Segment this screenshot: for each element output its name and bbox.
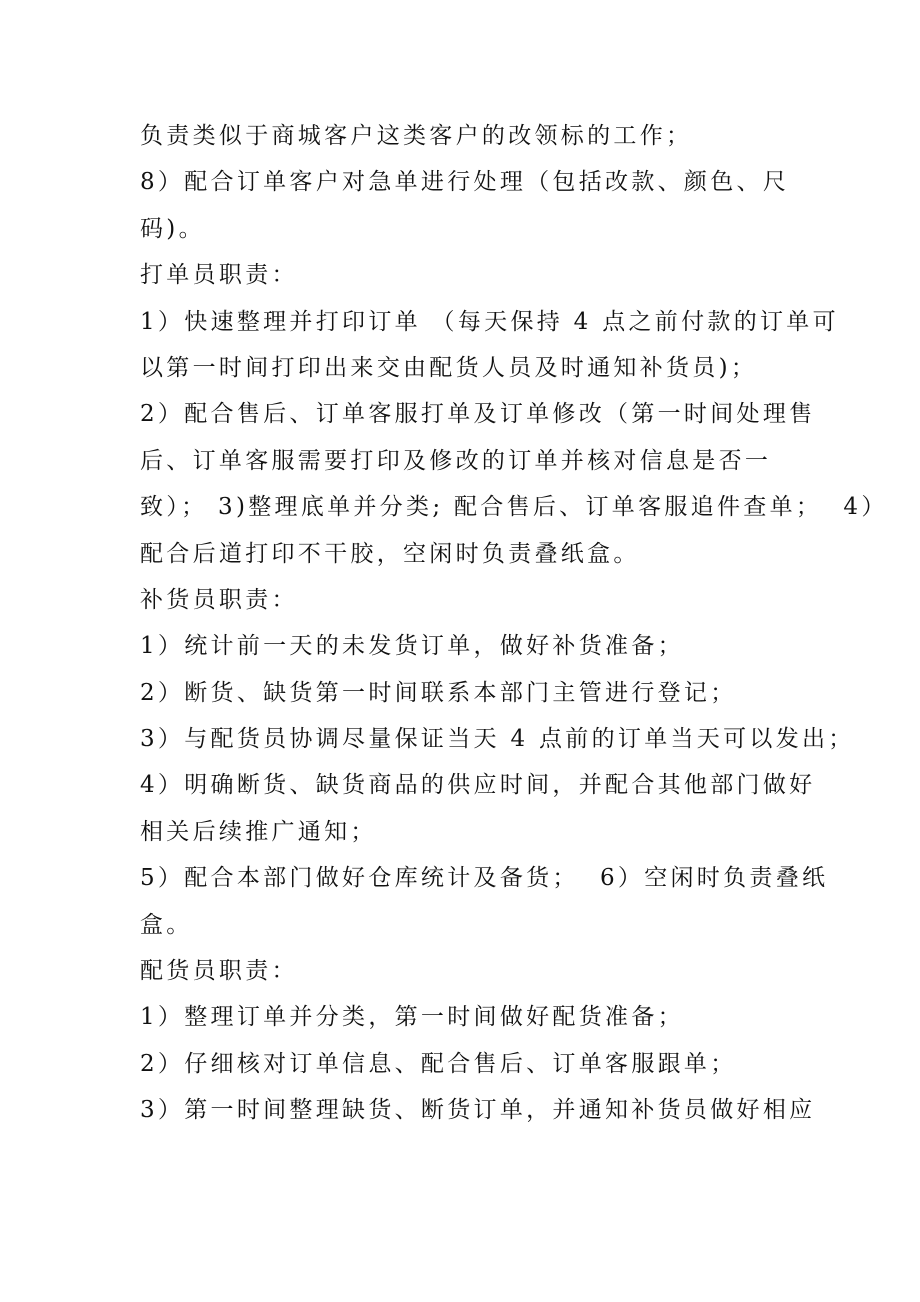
text-line: 盒。 <box>140 911 193 938</box>
text-line: 码)。 <box>140 215 205 242</box>
text-line: 5）配合本部门做好仓库统计及备货； 6）空闲时负责叠纸 <box>140 865 829 892</box>
text-line: 负责类似于商城客户这类客户的改领标的工作； <box>140 123 693 149</box>
text-line: 相关后续推广通知； <box>140 818 377 845</box>
text-line: 配合后道打印不干胶，空闲时负责叠纸盒。 <box>140 540 640 567</box>
section-heading-order-printer: 打单员职责： <box>140 262 298 289</box>
text-line: 1）整理订单并分类，第一时间做好配货准备； <box>140 1004 684 1031</box>
text-line: 2）断货、缺货第一时间联系本部门主管进行登记； <box>140 679 737 706</box>
text-line: 1）统计前一天的未发货订单，做好补货准备； <box>140 633 684 660</box>
section-heading-picker: 配货员职责： <box>140 958 298 985</box>
text-line: 3）与配货员协调尽量保证当天 4 点前的订单当天可以发出； <box>140 726 855 753</box>
text-line: 以第一时间打印出来交由配货人员及时通知补货员)； <box>140 354 758 381</box>
text-line: 1）快速整理并打印订单 （每天保持 4 点之前付款的订单可 <box>140 308 839 335</box>
text-line: 4）明确断货、缺货商品的供应时间，并配合其他部门做好 <box>140 772 816 799</box>
text-line: 3）第一时间整理缺货、断货订单，并通知补货员做好相应 <box>140 1097 816 1124</box>
text-line: 致）； 3)整理底单并分类; 配合售后、订单客服追件查单； 4） <box>140 494 888 521</box>
document-body <box>140 113 888 1134</box>
text-line: 8）配合订单客户对急单进行处理（包括改款、颜色、尺 <box>140 169 790 196</box>
text-line: 后、订单客服需要打印及修改的订单并核对信息是否一 <box>140 447 772 474</box>
section-heading-restocker: 补货员职责： <box>140 586 298 613</box>
text-line: 2）配合售后、订单客服打单及订单修改（第一时间处理售 <box>140 401 816 428</box>
text-line: 2）仔细核对订单信息、配合售后、订单客服跟单； <box>140 1050 737 1077</box>
